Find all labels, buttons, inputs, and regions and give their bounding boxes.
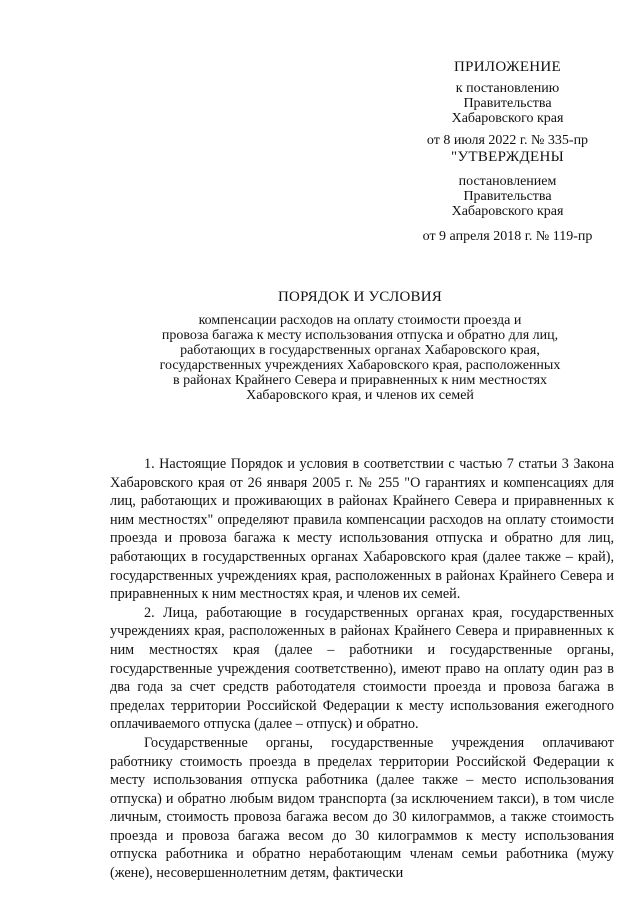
document-title: ПОРЯДОК И УСЛОВИЯ	[278, 289, 442, 305]
paragraph: 2. Лица, работающие в государственных органах края, государственных учреждениях края, расположенных в районах Крайнего Севера и приравненных к ним местностях края (далее – работники и государственные органы, государственные учреждения соответственно), имеют право на оплату один раз в два года за счет средств работодателя стоимости проезда и провоза багажа в пределах территории Российской Федерации к месту использования ежегодного оплачиваемого отпуска (далее – отпуск) и обратно.	[110, 604, 614, 733]
approved-line: Правительства	[463, 189, 552, 204]
document-subtitle-line: провоза багажа к месту использования отпуска и обратно для лиц,	[161, 328, 559, 343]
document-subtitle-line: государственных учреждениях Хабаровского края, расположенных	[159, 358, 561, 373]
approved-heading: "УТВЕРЖДЕНЫ	[451, 149, 564, 165]
approved-line: Хабаровского края	[451, 204, 564, 219]
approved-block	[400, 150, 615, 244]
appendix-line: Хабаровского края	[451, 111, 564, 126]
appendix-line: к постановлению	[455, 81, 560, 96]
appendix-date: от 8 июля 2022 г. № 335-пр	[426, 133, 589, 148]
paragraph: Государственные органы, государственные учреждения оплачивают работнику стоимость проезда в пределах территории Российской Федерации к месту использования отпуска работника (далее также – место использования отпуска) и обратно любым видом транспорта (за исключением такси), в том числе личным, стоимость провоза багажа весом до 30 килограммов, а также стоимость проезда и провоза багажа весом до 30 килограммов к месту использования отпуска работника и обратно неработающим членам семьи работника (мужу (жене), несовершеннолетним детям, фактически	[110, 734, 614, 882]
approved-line: постановлением	[458, 174, 557, 189]
document-subtitle-line: работающих в государственных органах Хабаровского края,	[180, 343, 540, 358]
document-subtitle-line: Хабаровского края, и членов их семей	[246, 388, 474, 403]
document-body	[110, 455, 614, 883]
approved-date: от 9 апреля 2018 г. № 119-пр	[422, 229, 593, 244]
document-subtitle-line: компенсации расходов на оплату стоимости проезда и	[198, 313, 522, 328]
document-title-block	[100, 290, 620, 403]
appendix-block	[400, 60, 615, 148]
appendix-title: ПРИЛОЖЕНИЕ	[453, 59, 562, 75]
paragraph: 1. Настоящие Порядок и условия в соответствии с частью 7 статьи 3 Закона Хабаровского края от 26 января 2005 г. № 255 "О гарантиях и компенсациях для лиц, работающих и проживающих в районах Крайнего Севера и приравненных к ним местностях" определяют правила компенсации расходов на оплату стоимости проезда и провоза багажа к месту использования отпуска и обратно для лиц, работающих в государственных органах Хабаровского края (далее также – край), государственных учреждениях края, расположенных в районах Крайнего Севера и приравненных к ним местностях края, и членов их семей.	[110, 456, 614, 603]
appendix-line: Правительства	[463, 96, 552, 111]
document-subtitle-line: в районах Крайнего Севера и приравненных к ним местностях	[172, 373, 548, 388]
